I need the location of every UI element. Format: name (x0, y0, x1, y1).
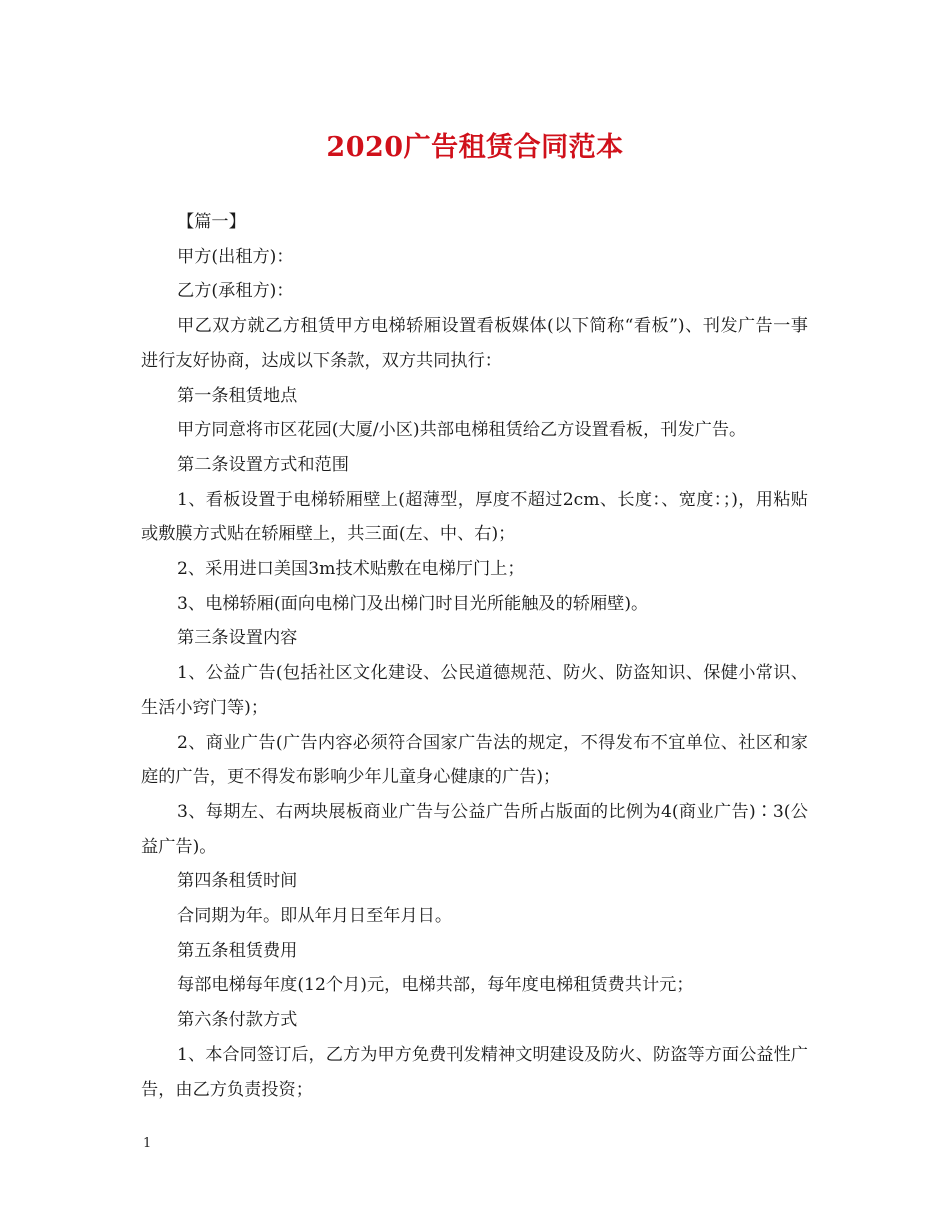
party-b-line: 乙方(承租方)： (177, 281, 294, 302)
paragraph: 甲方同意将市区花园(大厦/小区)共部电梯租赁给乙方设置看板，刊发广告。 (177, 420, 747, 441)
paragraph: 2、商业广告(广告内容必须符合国家广告法的规定，不得发布不宜单位、社区和家庭的广告，更不得发布影响少年儿童身心健康的广告)； (141, 732, 808, 788)
document-title: 2020广告租赁合同范本 (326, 132, 624, 163)
preamble-paragraph: 甲乙双方就乙方租赁甲方电梯轿厢设置看板媒体(以下简称“看板”)、刊发广告一事进行友好协商，达成以下条款，双方共同执行： (141, 316, 808, 371)
article-heading: 第三条设置内容 (177, 628, 298, 649)
paragraph: 3、电梯轿厢(面向电梯门及出梯门时目光所能触及的轿厢壁)。 (177, 593, 649, 614)
article-heading: 第一条租赁地点 (177, 385, 298, 406)
paragraph: 合同期为年。即从年月日至年月日。 (177, 906, 453, 927)
paragraph: 2、采用进口美国3m技术贴敷在电梯厅门上； (177, 559, 525, 580)
article-heading: 第二条设置方式和范围 (177, 454, 349, 475)
document-body (141, 205, 808, 1107)
paragraph: 1、本合同签订后，乙方为甲方免费刊发精神文明建设及防火、防盗等方面公益性广告，由乙方负责投资； (141, 1044, 808, 1100)
paragraph: 每部电梯每年度(12个月)元，电梯共部，每年度电梯租赁费共计元； (177, 975, 694, 996)
article-heading: 第四条租赁时间 (177, 871, 298, 892)
article-heading: 第六条付款方式 (177, 1010, 298, 1031)
page-number: 1 (143, 1136, 152, 1151)
section-heading: 【篇一】 (177, 212, 246, 232)
article-heading: 第五条租赁费用 (177, 940, 298, 961)
party-a-line: 甲方(出租方)： (177, 246, 294, 267)
paragraph: 1、公益广告(包括社区文化建设、公民道德规范、防火、防盗知识、保健小常识、生活小窍门等)； (141, 663, 808, 718)
paragraph: 3、每期左、右两块展板商业广告与公益广告所占版面的比例为4(商业广告)∶3(公益广告)。 (141, 801, 808, 857)
paragraph: 1、看板设置于电梯轿厢壁上(超薄型，厚度不超过2cm、长度：、宽度：；)，用粘贴或敷膜方式贴在轿厢壁上，共三面(左、中、右)； (141, 489, 808, 545)
